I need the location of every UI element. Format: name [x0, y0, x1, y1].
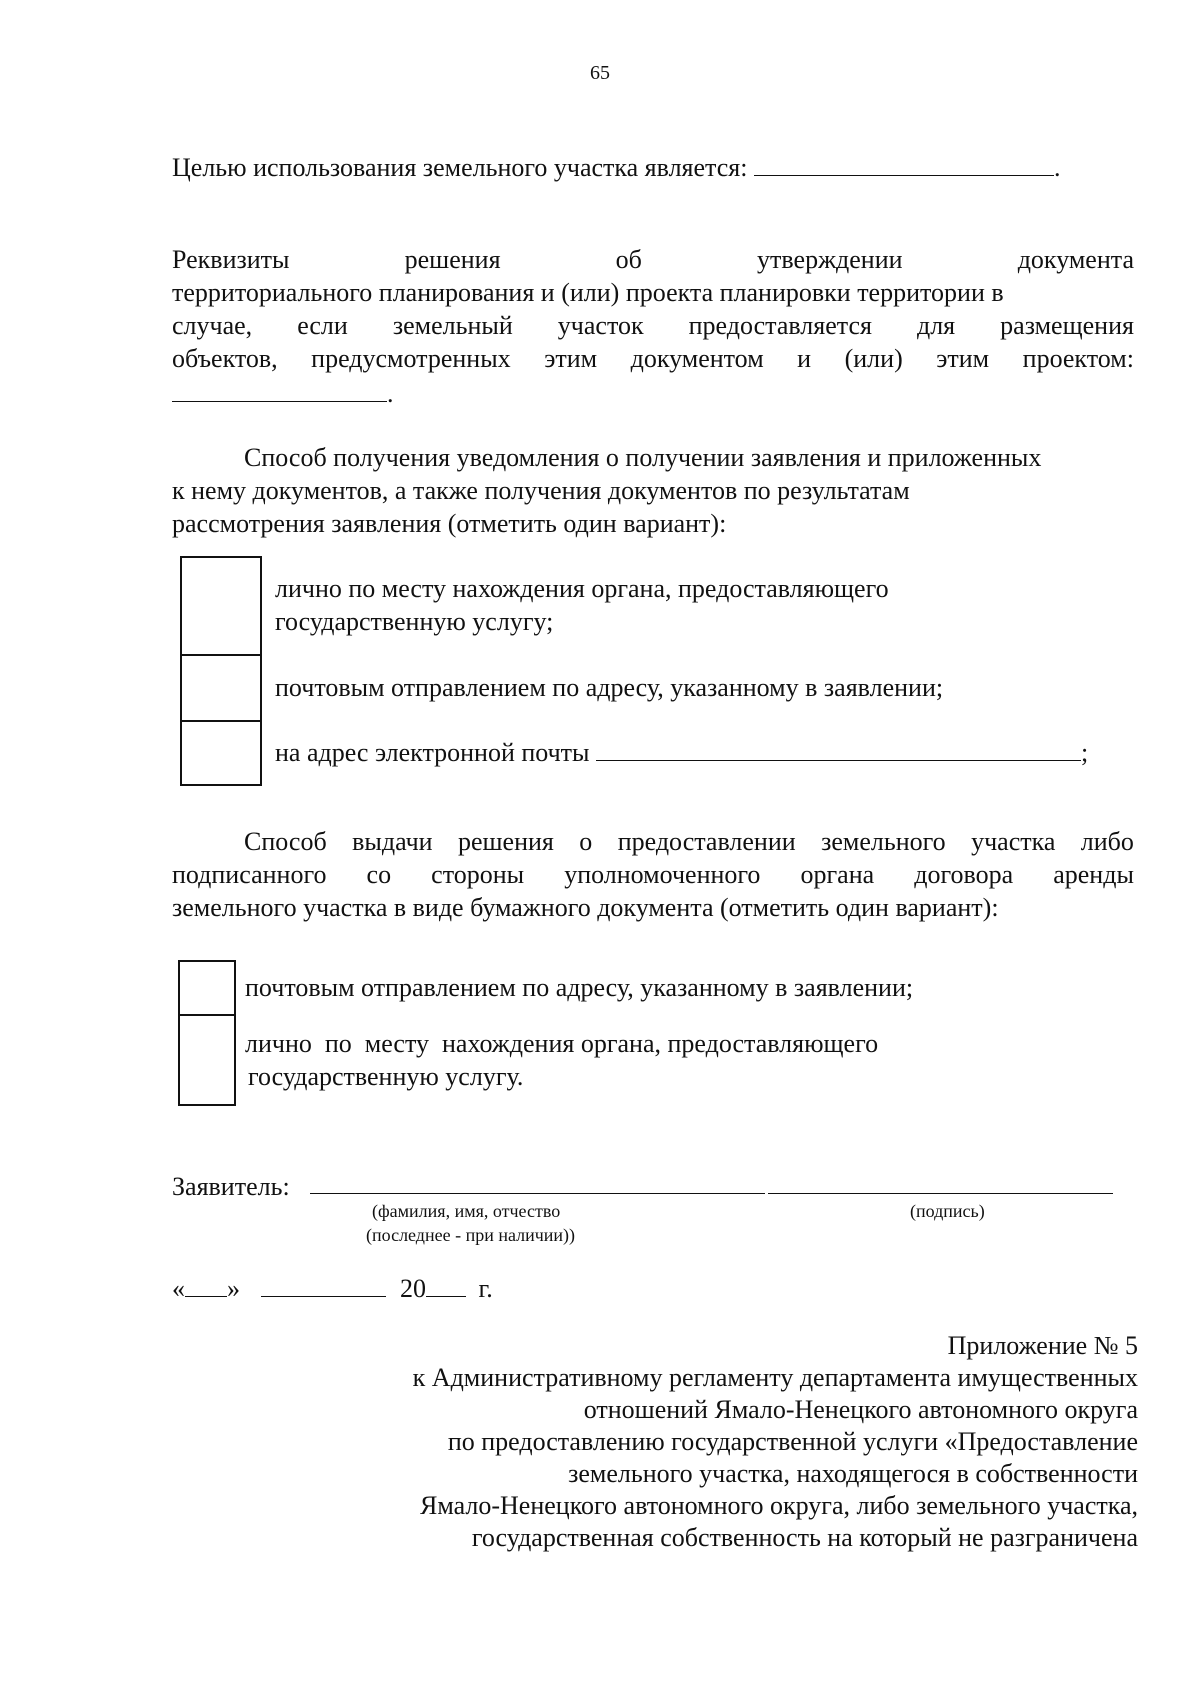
issue-option-1-checkbox[interactable] [178, 960, 236, 1016]
date-year-blank[interactable] [426, 1274, 466, 1297]
notice-option-1-checkbox[interactable] [180, 556, 262, 656]
appendix-line-5: Ямало-Ненецкого автономного округа, либо земельного участка, [420, 1491, 1138, 1520]
applicant-name-hint-2: (последнее - при наличии)) [366, 1225, 576, 1245]
issue-option-2-label: лично по месту нахождения органа, предоставляющего [245, 1029, 879, 1058]
email-blank[interactable] [596, 738, 1081, 761]
issue-method-line-3: земельного участка в виде бумажного документа (отметить один вариант): [172, 893, 999, 922]
issue-option-1-label: почтовым отправлением по адресу, указанному в заявлении; [245, 973, 914, 1002]
notice-option-1-label-cont: государственную услугу; [275, 607, 554, 636]
purpose-blank[interactable] [754, 153, 1054, 176]
notice-option-3-checkbox[interactable] [180, 720, 262, 786]
requisites-blank[interactable] [172, 379, 387, 402]
notice-option-1-label: лично по месту нахождения органа, предоставляющего [275, 574, 889, 603]
issue-method-line-2: подписанного со стороны уполномоченного органа договора аренды [172, 860, 1134, 889]
appendix-title: Приложение № 5 [947, 1331, 1138, 1360]
notice-option-2-label: почтовым отправлением по адресу, указанному в заявлении; [275, 673, 944, 702]
applicant-signature-blank[interactable] [768, 1193, 1113, 1194]
notice-option-3-label: на адрес электронной почты [275, 738, 590, 767]
requisites-line-2: территориального планирования и (или) проекта планировки территории в [172, 278, 1004, 307]
notice-method-line-3: рассмотрения заявления (отметить один вариант): [172, 509, 727, 538]
applicant-name-blank[interactable] [310, 1193, 765, 1194]
purpose-label: Целью использования земельного участка является: [172, 153, 748, 182]
issue-option-2-checkbox[interactable] [178, 1014, 236, 1106]
date-day-blank[interactable] [185, 1274, 227, 1297]
notice-option-2-checkbox[interactable] [180, 654, 262, 722]
notice-option-3-row: на адрес электронной почты ; [275, 738, 1089, 767]
page-number: 65 [590, 62, 610, 84]
appendix-line-4: земельного участка, находящегося в собственности [568, 1459, 1138, 1488]
requisites-line-4: объектов, предусмотренных этим документом и (или) этим проектом: [172, 344, 1134, 373]
applicant-label: Заявитель: [172, 1172, 290, 1201]
appendix-line-2: отношений Ямало-Ненецкого автономного округа [583, 1395, 1138, 1424]
appendix-line-3: по предоставлению государственной услуги «Предоставление [447, 1427, 1138, 1456]
applicant-signature-hint: (подпись) [910, 1201, 985, 1221]
notice-method-line-1: Способ получения уведомления о получении заявления и приложенных [244, 443, 1042, 472]
purpose-field: Целью использования земельного участка является: . [172, 153, 1061, 182]
issue-method-line-1: Способ выдачи решения о предоставлении земельного участка либо [244, 827, 1134, 856]
applicant-name-hint-1: (фамилия, имя, отчество [372, 1201, 561, 1221]
date-month-blank[interactable] [261, 1274, 386, 1297]
appendix-line-1: к Административному регламенту департамента имущественных [412, 1363, 1138, 1392]
date-row: « » 20 г. [172, 1274, 493, 1303]
appendix-line-6: государственная собственность на который не разграничена [471, 1523, 1138, 1552]
notice-method-line-2: к нему документов, а также получения документов по результатам [172, 476, 910, 505]
issue-option-2-label-cont: государственную услугу. [248, 1062, 524, 1091]
requisites-blank-row: . [172, 378, 394, 410]
requisites-line-3: случае, если земельный участок предоставляется для размещения [172, 311, 1134, 340]
requisites-line-1: Реквизиты решения об утверждении документа [172, 245, 1134, 274]
